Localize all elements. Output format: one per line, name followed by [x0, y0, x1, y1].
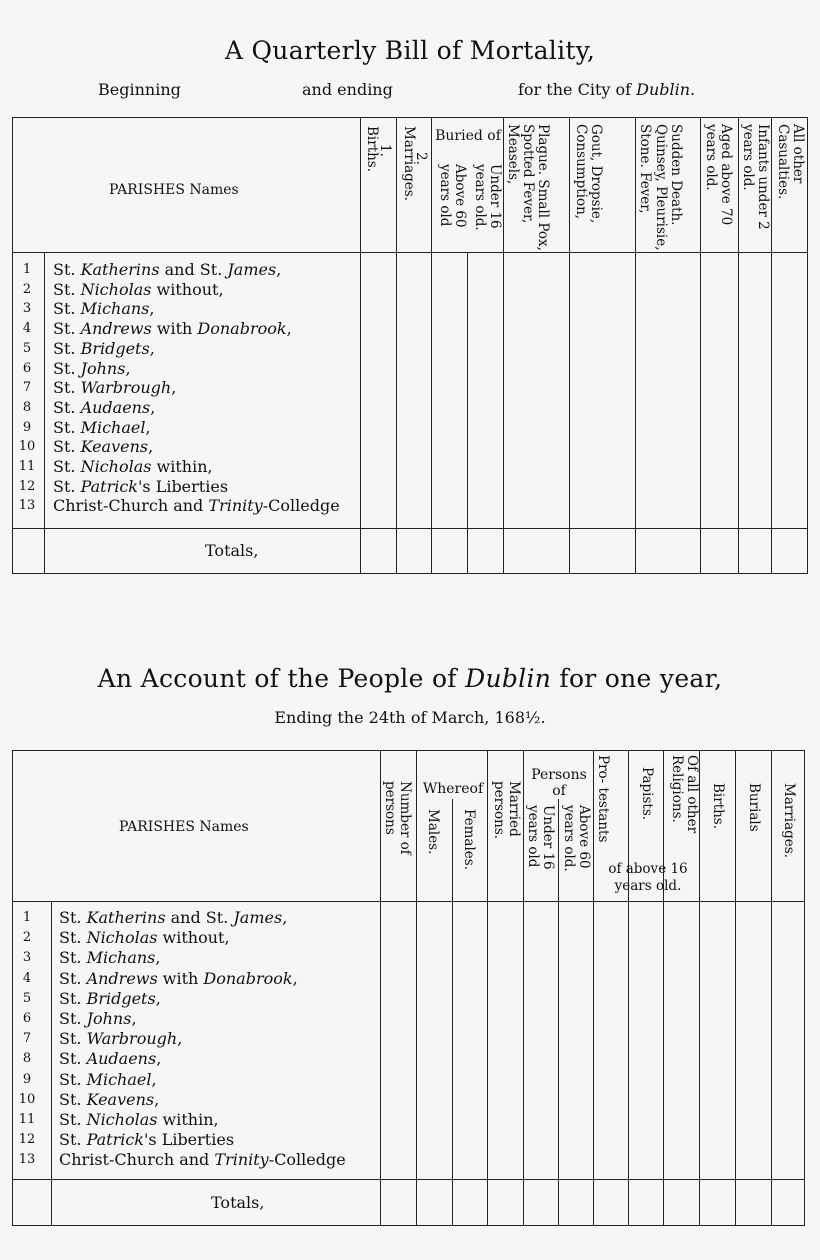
account-parishes-header: PARISHES Names	[119, 819, 249, 835]
account-col-burials: Burials	[746, 783, 762, 832]
bill-parish-name	[53, 457, 213, 476]
account-number-divider	[51, 901, 52, 1225]
bill-parish-name-part: Katherins	[80, 260, 160, 279]
account-parish-name-part: St.	[59, 948, 87, 968]
bill-parish-name-part: St.	[53, 378, 81, 398]
account-parish-name-part: St.	[59, 1130, 87, 1150]
bill-for-city	[518, 80, 695, 99]
bill-parish-name-part: Michans	[80, 299, 150, 319]
bill-parish-name-part: James	[227, 260, 277, 279]
account-parish-name-part: Audaens	[86, 1049, 157, 1069]
account-parish-name-part: ,	[155, 988, 161, 1008]
account-parish-name-part: and St.	[165, 908, 234, 927]
account-parish-name-part: St.	[59, 1069, 87, 1089]
account-parish-name-part: St.	[59, 988, 87, 1008]
account-parish-name-part: ,	[131, 1009, 137, 1028]
account-col-protestants: Pro- testants	[595, 755, 611, 843]
bill-parish-name-part: with	[151, 319, 198, 339]
bill-parish-number: 7	[22, 380, 32, 396]
account-col-births: Births.	[710, 783, 726, 830]
account-col-line	[771, 751, 772, 1225]
bill-parish-number: 3	[22, 301, 32, 317]
bill-col-line	[635, 118, 636, 573]
account-col-line	[663, 751, 664, 1225]
bill-parish-name-part: St.	[53, 299, 81, 319]
account-col-line	[416, 751, 417, 1225]
account-parish-number: 1	[22, 910, 32, 925]
bill-col-above60: Above 60 years old	[437, 164, 468, 228]
account-parish-name-part: Bridgets	[86, 988, 156, 1008]
bill-parish-name-part: within,	[151, 457, 213, 476]
account-parish-name-part: ,	[156, 1049, 162, 1069]
account-parish-name-part: Andrews	[86, 968, 158, 988]
bill-ending: and ending	[302, 80, 393, 99]
bill-col-plague: Plague. Small Pox, Spotted Fever, Measels,	[505, 124, 551, 251]
account-parish-name-part: 's Liberties	[144, 1130, 235, 1150]
bill-parish-name-part: Warbrough	[80, 378, 172, 398]
account-col-line	[452, 799, 453, 1225]
account-parish-name-part: within,	[157, 1110, 219, 1129]
bill-col-under16: Under 16 years old.	[472, 164, 503, 231]
bill-col-sudden: Sudden Death. Quinsey, Pleurisie,	[653, 124, 684, 251]
bill-col-line	[700, 118, 701, 573]
account-parish-name	[59, 989, 161, 1008]
bill-parish-number: 12	[18, 478, 36, 494]
account-parish-number: 11	[18, 1112, 36, 1127]
bill-parish-name-part: St.	[53, 437, 81, 457]
account-parish-name-part: St.	[59, 1029, 87, 1049]
account-col-females: Females.	[461, 809, 477, 870]
account-parish-name-part: Nicholas	[86, 928, 158, 948]
bill-parish-name-part: St.	[53, 358, 81, 378]
account-col-marriages: Marriages.	[781, 783, 797, 858]
bill-parish-name	[53, 260, 281, 279]
bill-parish-name-part: without,	[151, 279, 224, 299]
bill-parish-name	[53, 319, 292, 338]
account-parish-number: 7	[22, 1031, 32, 1047]
bill-parish-name	[53, 359, 131, 378]
account-col-above16-b: years old.	[614, 878, 682, 894]
account-parish-name	[59, 948, 160, 967]
account-parish-name	[59, 928, 230, 947]
bill-beginning: Beginning	[98, 80, 181, 99]
bill-col-line	[360, 118, 361, 573]
bill-parish-name-part: ,	[148, 437, 154, 457]
bill-col-buried: Buried of	[435, 128, 501, 144]
bill-parish-name-part: Patrick	[80, 476, 138, 496]
bill-parish-name-part: Michael	[80, 417, 146, 437]
account-parish-name-part: St.	[59, 1089, 87, 1109]
account-parish-number: 13	[18, 1152, 36, 1168]
account-table	[12, 750, 805, 1226]
bill-parish-number: 10	[18, 439, 36, 455]
account-subtitle: Ending the 24th of March, 168½.	[274, 708, 546, 727]
account-parish-number: 5	[22, 990, 32, 1006]
bill-parish-name-part: St.	[53, 338, 81, 358]
bill-parish-name	[53, 477, 228, 496]
bill-parish-name-part: St.	[53, 397, 81, 417]
bill-col-line	[738, 118, 739, 573]
account-parish-name	[59, 1049, 161, 1068]
bill-parish-number: 9	[22, 419, 32, 435]
bill-city: Dublin.	[636, 80, 696, 99]
account-parish-name-part: Patrick	[86, 1130, 144, 1150]
bill-parish-name-part: -Colledge	[262, 496, 340, 516]
account-parish-name-part: St.	[59, 968, 87, 988]
bill-parish-name-part: St.	[53, 279, 81, 299]
bill-parish-name	[53, 378, 176, 397]
bill-col-line	[503, 118, 504, 573]
bill-parish-name-part: St.	[53, 457, 81, 476]
bill-parish-name-part: Trinity	[208, 496, 263, 516]
bill-parish-name-part: St.	[53, 260, 81, 279]
bill-totals: Totals,	[205, 541, 259, 560]
bill-parish-name	[53, 398, 155, 417]
account-parish-name-part: without,	[157, 928, 230, 948]
account-totals: Totals,	[211, 1193, 265, 1212]
bill-parish-number: 4	[22, 321, 32, 337]
bill-col-line	[569, 118, 570, 573]
bill-parish-name	[53, 280, 224, 299]
account-parish-name-part: ,	[154, 1089, 160, 1109]
bill-parishes-header: PARISHES Names	[109, 182, 239, 198]
bill-parish-name-part: Audaens	[80, 397, 151, 417]
bill-col-line	[431, 118, 432, 573]
account-col-line	[593, 751, 594, 1225]
account-parish-name-part: Michans	[86, 948, 156, 968]
account-col-males: Males.	[425, 809, 441, 855]
account-parish-name	[59, 1070, 157, 1089]
bill-parish-name-part: Andrews	[80, 319, 152, 339]
account-parish-name-part: -Colledge	[268, 1150, 346, 1170]
account-col-line	[523, 751, 524, 1225]
bill-parish-name-part: ,	[150, 397, 156, 417]
bill-totals-rule	[13, 528, 807, 529]
bill-parish-name-part: Keavens	[80, 437, 149, 457]
bill-title: A Quarterly Bill of Mortality,	[224, 36, 596, 65]
account-parish-name-part: St.	[59, 1009, 87, 1028]
account-parish-name-part: ,	[292, 968, 298, 988]
bill-parish-name-part: Bridgets	[80, 338, 150, 358]
account-col-line	[735, 751, 736, 1225]
account-title-b: for one year,	[559, 664, 723, 693]
account-parish-number: 9	[22, 1071, 32, 1087]
bill-parish-name-part: ,	[276, 260, 282, 279]
account-parish-number: 4	[22, 970, 32, 986]
account-parish-name	[59, 908, 287, 927]
account-parish-name-part: ,	[155, 948, 161, 968]
account-parish-number: 12	[18, 1132, 36, 1148]
account-parish-name-part: Donabrook	[203, 968, 293, 988]
account-col-persons-of: Persons of	[531, 767, 587, 799]
account-col-other-religions: Of all other Religions.	[669, 755, 700, 834]
bill-col-infants: Infants under 2 years old.	[740, 124, 771, 230]
bill-parish-name	[53, 496, 340, 515]
account-title	[0, 664, 820, 693]
account-parish-name-part: James	[233, 908, 283, 927]
account-parish-number: 3	[22, 950, 32, 966]
account-col-line	[558, 799, 559, 1225]
account-parish-name-part: Trinity	[214, 1150, 269, 1170]
bill-parish-name	[53, 339, 155, 358]
bill-col-gout: Gout, Dropsie, Consumption,	[573, 124, 604, 224]
bill-col-births-num: 1.	[377, 144, 393, 157]
bill-parish-name	[53, 299, 154, 318]
account-parish-number: 2	[22, 930, 32, 946]
account-parish-name-part: St.	[59, 908, 87, 927]
bill-parish-name-part: Donabrook	[197, 319, 287, 339]
account-parish-name-part: St.	[59, 1049, 87, 1069]
bill-parish-name-part: Nicholas	[80, 457, 152, 476]
bill-parish-name-part: ,	[286, 319, 292, 339]
account-parish-number: 6	[22, 1011, 32, 1026]
account-parish-number: 10	[18, 1091, 36, 1107]
account-parish-name-part: Michael	[86, 1069, 152, 1089]
account-col-above60: Above 60 years old.	[561, 805, 592, 872]
account-parish-name-part: with	[157, 968, 204, 988]
account-parish-name-part: Nicholas	[86, 1110, 158, 1129]
account-parish-name	[59, 1009, 137, 1028]
bill-parish-name-part: St.	[53, 417, 81, 437]
account-parish-name	[59, 969, 298, 988]
bill-parish-name	[53, 437, 153, 456]
account-col-above16-a: of above 16	[608, 861, 688, 877]
bill-col-marriages: Marriages.	[401, 126, 417, 201]
account-parish-name-part: St.	[59, 1110, 87, 1129]
bill-col-casualties: All other Casualties.	[775, 124, 806, 200]
bill-parish-number: 5	[22, 340, 32, 356]
account-header-rule	[13, 901, 804, 902]
bill-parish-name-part: ,	[125, 358, 131, 378]
account-parish-name	[59, 1110, 219, 1129]
account-parish-name-part: ,	[177, 1029, 183, 1049]
bill-parish-number: 8	[22, 399, 32, 415]
account-parish-name-part: Keavens	[86, 1089, 155, 1109]
account-parish-name-part: Warbrough	[86, 1029, 178, 1049]
bill-col-marriages-num: 2.	[413, 152, 429, 165]
bill-header-rule	[13, 252, 807, 253]
bill-parish-number: 11	[18, 459, 36, 474]
bill-number-divider	[44, 252, 45, 573]
account-col-married: Married persons.	[491, 781, 522, 840]
account-parish-name-part: Katherins	[86, 908, 166, 927]
bill-col-births: Births.	[364, 126, 380, 173]
bill-table	[12, 117, 808, 574]
bill-col-line	[467, 252, 468, 573]
account-parish-number: 8	[22, 1051, 32, 1067]
bill-col-stone: Stone. Fever,	[637, 124, 653, 214]
bill-parish-number: 13	[18, 498, 36, 514]
bill-parish-name-part: ,	[145, 417, 151, 437]
account-col-number: Number of persons	[382, 781, 413, 855]
account-col-under16: Under 16 years old	[525, 805, 556, 870]
account-parish-name-part: Christ-Church and	[59, 1150, 215, 1170]
bill-for-city-text: for the City of	[518, 80, 632, 99]
bill-parish-name-part: ,	[171, 378, 177, 398]
bill-col-line	[396, 118, 397, 573]
bill-parish-name-part: and St.	[159, 260, 228, 279]
account-col-line	[487, 751, 488, 1225]
bill-parish-name-part: St.	[53, 319, 81, 339]
account-col-papists: Papists.	[639, 767, 655, 821]
account-parish-name	[59, 1090, 159, 1109]
bill-parish-name	[53, 418, 151, 437]
bill-parish-name-part: ,	[149, 299, 155, 319]
bill-parish-name-part: Johns	[80, 358, 126, 378]
bill-parish-name-part: St.	[53, 476, 81, 496]
account-col-whereof: Whereof	[422, 781, 484, 797]
bill-parish-name-part: Nicholas	[80, 279, 152, 299]
bill-parish-name-part: ,	[149, 338, 155, 358]
bill-parish-number: 6	[22, 360, 32, 376]
account-parish-name-part: ,	[282, 908, 288, 927]
account-col-line	[628, 751, 629, 1225]
account-parish-name	[59, 1150, 346, 1169]
account-parish-name-part: ,	[151, 1069, 157, 1089]
account-parish-name-part: Johns	[86, 1009, 132, 1028]
bill-parish-number: 2	[22, 281, 32, 297]
account-totals-rule	[13, 1179, 804, 1180]
bill-col-line	[771, 118, 772, 573]
account-title-city: Dublin	[465, 664, 552, 693]
account-parish-name	[59, 1029, 182, 1048]
bill-parish-name-part: 's Liberties	[138, 476, 229, 496]
bill-col-aged70: Aged above 70 years old.	[703, 124, 734, 226]
account-parish-name	[59, 1130, 234, 1149]
account-col-line	[380, 751, 381, 1225]
account-title-a: An Account of the People of	[97, 664, 457, 693]
bill-parish-name-part: Christ-Church and	[53, 496, 209, 516]
account-parish-name-part: St.	[59, 928, 87, 948]
bill-parish-number: 1	[22, 262, 32, 277]
